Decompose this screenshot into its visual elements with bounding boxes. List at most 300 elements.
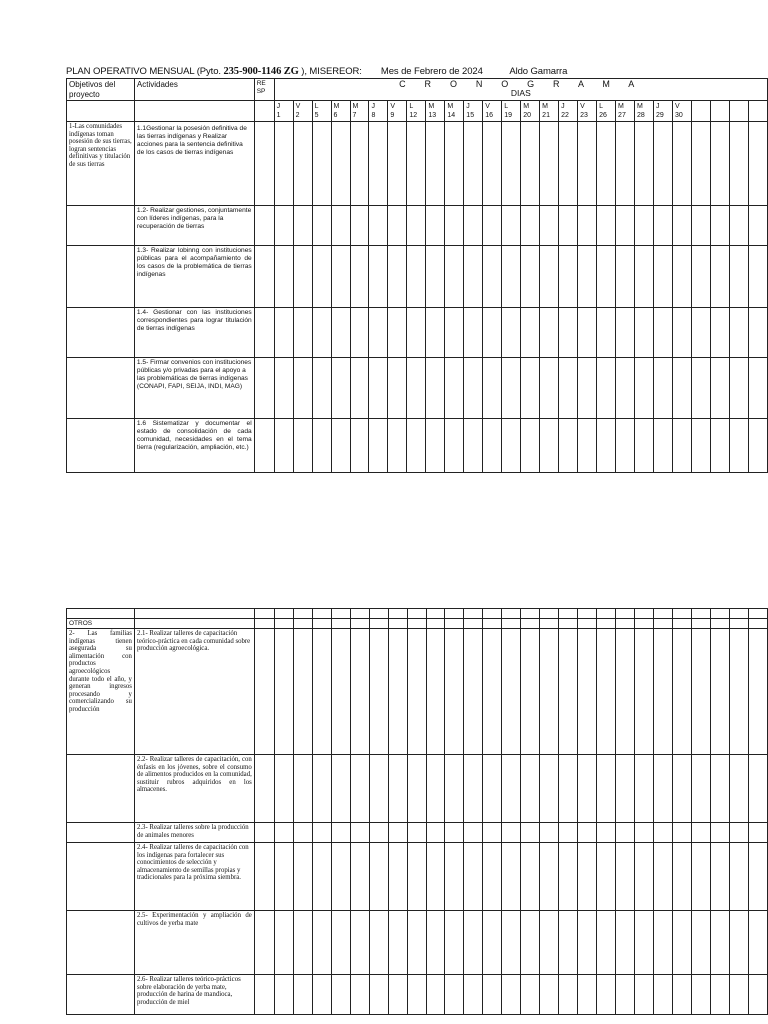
day-number: 23 bbox=[580, 112, 588, 119]
schedule-cell bbox=[653, 246, 672, 308]
schedule-cell bbox=[388, 911, 407, 975]
schedule-cell bbox=[407, 609, 426, 619]
schedule-cell bbox=[502, 619, 521, 629]
schedule-cell bbox=[673, 823, 692, 843]
day-letter: L bbox=[409, 103, 414, 110]
day-number: 5 bbox=[314, 112, 319, 119]
schedule-cell bbox=[350, 619, 369, 629]
day-number: 14 bbox=[447, 112, 456, 119]
schedule-cell bbox=[331, 308, 350, 358]
schedule-cell bbox=[521, 975, 540, 1015]
schedule-cell bbox=[388, 308, 407, 358]
schedule-cell bbox=[748, 419, 767, 473]
schedule-cell bbox=[388, 619, 407, 629]
schedule-cell bbox=[312, 823, 331, 843]
day-header-19 bbox=[616, 101, 635, 122]
schedule-cell bbox=[274, 358, 293, 419]
schedule-cell bbox=[711, 609, 730, 619]
schedule-cell bbox=[710, 358, 729, 419]
day-header-18 bbox=[597, 101, 616, 122]
day-letter: L bbox=[504, 103, 509, 110]
schedule-cell bbox=[559, 755, 578, 823]
schedule-cell bbox=[711, 619, 730, 629]
schedule-cell bbox=[616, 246, 635, 308]
schedule-cell bbox=[654, 911, 673, 975]
schedule-cell bbox=[464, 419, 483, 473]
schedule-cell bbox=[312, 308, 331, 358]
day-letter: M bbox=[352, 103, 359, 110]
schedule-cell bbox=[312, 629, 331, 755]
schedule-cell bbox=[445, 823, 464, 843]
schedule-cell bbox=[616, 823, 635, 843]
schedule-cell bbox=[578, 619, 597, 629]
schedule-cell bbox=[426, 755, 445, 823]
col-header-objetivos: Objetivos del proyecto bbox=[67, 79, 135, 101]
schedule-cell bbox=[274, 246, 293, 308]
schedule-cell bbox=[540, 358, 559, 419]
schedule-cell bbox=[388, 755, 407, 823]
schedule-cell bbox=[331, 419, 350, 473]
schedule-cell bbox=[654, 823, 673, 843]
schedule-cell bbox=[426, 619, 445, 629]
schedule-cell bbox=[293, 975, 312, 1015]
schedule-cell bbox=[407, 911, 426, 975]
schedule-cell bbox=[597, 358, 616, 419]
schedule-cell bbox=[691, 358, 710, 419]
schedule-cell bbox=[483, 755, 502, 823]
schedule-cell bbox=[445, 206, 464, 246]
schedule-cell bbox=[502, 308, 521, 358]
schedule-cell bbox=[502, 911, 521, 975]
schedule-cell bbox=[388, 206, 407, 246]
schedule-cell bbox=[692, 843, 711, 911]
day-header-24 bbox=[710, 101, 729, 122]
day-letter: V bbox=[674, 103, 680, 110]
schedule-cell bbox=[426, 823, 445, 843]
day-number: 20 bbox=[523, 112, 531, 119]
schedule-cell bbox=[521, 755, 540, 823]
schedule-cell bbox=[635, 843, 654, 911]
day-number: 1 bbox=[276, 112, 281, 119]
schedule-cell bbox=[369, 843, 388, 911]
activity-2-1: 2.1- Realizar talleres de capacitación teórico-práctica en cada comunidad sobre producción agroecológica. bbox=[134, 629, 254, 755]
schedule-table-1 bbox=[66, 78, 768, 473]
schedule-cell bbox=[293, 843, 312, 911]
day-letter: J bbox=[276, 103, 281, 110]
schedule-cell bbox=[274, 419, 293, 473]
col-header-actividades: Actividades bbox=[134, 79, 254, 101]
schedule-cell bbox=[331, 609, 350, 619]
schedule-cell bbox=[274, 122, 293, 206]
day-header-3 bbox=[312, 101, 331, 122]
schedule-cell bbox=[559, 975, 578, 1015]
day-header-9 bbox=[426, 101, 445, 122]
schedule-cell bbox=[464, 755, 483, 823]
schedule-cell bbox=[502, 975, 521, 1015]
schedule-cell bbox=[274, 911, 293, 975]
schedule-cell bbox=[350, 975, 369, 1015]
day-header-14 bbox=[521, 101, 540, 122]
schedule-cell bbox=[653, 122, 672, 206]
schedule-cell bbox=[407, 122, 426, 206]
schedule-cell bbox=[445, 246, 464, 308]
schedule-cell bbox=[350, 843, 369, 911]
schedule-cell bbox=[578, 629, 597, 755]
schedule-cell bbox=[748, 308, 767, 358]
schedule-cell bbox=[388, 609, 407, 619]
schedule-cell bbox=[483, 823, 502, 843]
activity-1-3: 1.3- Realizar lobinng con instituciones públicas para el acompañamiento de los casos de la problemática de tierras indígenas bbox=[134, 246, 254, 308]
schedule-cell bbox=[559, 308, 578, 358]
schedule-cell bbox=[673, 843, 692, 911]
schedule-cell bbox=[559, 823, 578, 843]
schedule-cell bbox=[483, 122, 502, 206]
empty-cell bbox=[67, 206, 135, 246]
schedule-cell bbox=[464, 823, 483, 843]
activity-2-4: 2.4- Realizar talleres de capacitación con los indígenas para fortalecer sus conocimientos de selección y almacenamiento de semillas propias y tradicionales para la próxima siembra. bbox=[134, 843, 254, 911]
schedule-cell bbox=[578, 755, 597, 823]
schedule-cell bbox=[635, 619, 654, 629]
schedule-cell bbox=[388, 629, 407, 755]
schedule-cell bbox=[369, 419, 388, 473]
schedule-cell bbox=[331, 629, 350, 755]
resp-cell bbox=[254, 308, 274, 358]
schedule-cell bbox=[274, 629, 293, 755]
schedule-cell bbox=[388, 246, 407, 308]
schedule-cell bbox=[616, 308, 635, 358]
schedule-cell bbox=[369, 246, 388, 308]
resp-cell bbox=[254, 122, 274, 206]
schedule-cell bbox=[616, 843, 635, 911]
header-suffix: ), MISEREOR: bbox=[301, 66, 362, 77]
schedule-cell bbox=[653, 206, 672, 246]
schedule-cell bbox=[672, 246, 691, 308]
schedule-cell bbox=[274, 206, 293, 246]
schedule-cell bbox=[616, 911, 635, 975]
schedule-cell bbox=[597, 911, 616, 975]
schedule-cell bbox=[369, 308, 388, 358]
schedule-cell bbox=[293, 246, 312, 308]
day-letter: V bbox=[580, 103, 585, 110]
schedule-cell bbox=[635, 246, 654, 308]
schedule-cell bbox=[654, 629, 673, 755]
schedule-cell bbox=[710, 308, 729, 358]
schedule-cell bbox=[711, 843, 730, 911]
day-letter: J bbox=[371, 103, 375, 110]
schedule-cell bbox=[597, 308, 616, 358]
day-header-2 bbox=[293, 101, 312, 122]
schedule-cell bbox=[293, 358, 312, 419]
schedule-cell bbox=[710, 419, 729, 473]
day-header-25 bbox=[729, 101, 748, 122]
schedule-cell bbox=[464, 206, 483, 246]
schedule-cell bbox=[521, 609, 540, 619]
activity-2-5: 2.5- Experimentación y ampliación de cultivos de yerba mate bbox=[134, 911, 254, 975]
schedule-cell bbox=[407, 629, 426, 755]
empty-cell bbox=[67, 823, 135, 843]
schedule-cell bbox=[597, 122, 616, 206]
day-number: 26 bbox=[599, 112, 607, 119]
schedule-cell bbox=[350, 609, 369, 619]
schedule-cell bbox=[748, 619, 767, 629]
resp-cell bbox=[254, 629, 274, 755]
schedule-cell bbox=[635, 122, 654, 206]
schedule-cell bbox=[502, 246, 521, 308]
schedule-cell bbox=[578, 843, 597, 911]
schedule-cell bbox=[540, 755, 559, 823]
schedule-cell bbox=[521, 206, 540, 246]
schedule-cell bbox=[748, 843, 767, 911]
schedule-cell bbox=[692, 609, 711, 619]
schedule-cell bbox=[464, 911, 483, 975]
activity-1-6: 1.6 Sistematizar y documentar el estado de consolidación de cada comunidad, necesidades en el tema tierra (regularización, ampliación, etc.) bbox=[134, 419, 254, 473]
schedule-cell bbox=[729, 308, 748, 358]
day-header-23 bbox=[691, 101, 710, 122]
empty-cell bbox=[67, 975, 135, 1015]
schedule-cell bbox=[426, 975, 445, 1015]
schedule-cell bbox=[691, 206, 710, 246]
resp-cell bbox=[254, 755, 274, 823]
schedule-cell bbox=[293, 419, 312, 473]
schedule-cell bbox=[331, 206, 350, 246]
schedule-cell bbox=[540, 629, 559, 755]
schedule-cell bbox=[711, 823, 730, 843]
schedule-cell bbox=[331, 975, 350, 1015]
schedule-cell bbox=[540, 419, 559, 473]
schedule-cell bbox=[730, 823, 749, 843]
schedule-cell bbox=[559, 609, 578, 619]
schedule-cell bbox=[559, 619, 578, 629]
schedule-cell bbox=[730, 843, 749, 911]
schedule-cell bbox=[692, 823, 711, 843]
schedule-cell bbox=[653, 308, 672, 358]
schedule-cell bbox=[407, 975, 426, 1015]
schedule-cell bbox=[711, 629, 730, 755]
schedule-cell bbox=[597, 755, 616, 823]
schedule-cell bbox=[616, 975, 635, 1015]
resp-cell bbox=[254, 911, 274, 975]
schedule-cell bbox=[578, 609, 597, 619]
schedule-cell bbox=[407, 419, 426, 473]
schedule-cell bbox=[540, 843, 559, 911]
day-letter: M bbox=[447, 103, 454, 110]
col-header-resp: RE SP bbox=[254, 79, 274, 101]
empty-cell bbox=[254, 609, 274, 619]
day-header-11 bbox=[464, 101, 483, 122]
schedule-cell bbox=[748, 609, 767, 619]
day-number: 7 bbox=[352, 112, 357, 119]
schedule-cell bbox=[331, 619, 350, 629]
schedule-cell bbox=[350, 629, 369, 755]
schedule-table-2 bbox=[66, 608, 768, 1015]
schedule-cell bbox=[635, 358, 654, 419]
schedule-cell bbox=[616, 206, 635, 246]
schedule-cell bbox=[730, 975, 749, 1015]
schedule-cell bbox=[407, 843, 426, 911]
empty-cell bbox=[67, 358, 135, 419]
day-number: 30 bbox=[674, 112, 683, 119]
schedule-cell bbox=[426, 246, 445, 308]
schedule-cell bbox=[597, 629, 616, 755]
schedule-cell bbox=[653, 419, 672, 473]
schedule-cell bbox=[464, 843, 483, 911]
schedule-cell bbox=[331, 122, 350, 206]
day-header-20 bbox=[635, 101, 654, 122]
schedule-cell bbox=[616, 358, 635, 419]
empty-cell bbox=[67, 609, 135, 619]
schedule-cell bbox=[521, 419, 540, 473]
day-header-21 bbox=[653, 101, 672, 122]
schedule-cell bbox=[312, 843, 331, 911]
empty-cell bbox=[254, 619, 274, 629]
schedule-cell bbox=[312, 206, 331, 246]
schedule-cell bbox=[673, 755, 692, 823]
day-letter: L bbox=[314, 103, 319, 110]
schedule-cell bbox=[293, 308, 312, 358]
day-number: 27 bbox=[618, 112, 626, 119]
schedule-cell bbox=[729, 122, 748, 206]
schedule-cell bbox=[711, 975, 730, 1015]
schedule-cell bbox=[331, 843, 350, 911]
day-header-15 bbox=[540, 101, 559, 122]
day-header-6 bbox=[369, 101, 388, 122]
schedule-cell bbox=[540, 911, 559, 975]
schedule-cell bbox=[540, 619, 559, 629]
schedule-cell bbox=[407, 246, 426, 308]
day-header-12 bbox=[483, 101, 502, 122]
schedule-cell bbox=[369, 911, 388, 975]
activity-2-6: 2.6- Realizar talleres teórico-prácticos sobre elaboración de yerba mate, producción de harina de mandioca, producción de miel bbox=[134, 975, 254, 1015]
empty-cell bbox=[67, 911, 135, 975]
schedule-cell bbox=[407, 308, 426, 358]
schedule-cell bbox=[711, 755, 730, 823]
schedule-cell bbox=[445, 911, 464, 975]
schedule-cell bbox=[483, 619, 502, 629]
schedule-cell bbox=[274, 823, 293, 843]
schedule-cell bbox=[597, 843, 616, 911]
schedule-cell bbox=[710, 246, 729, 308]
schedule-cell bbox=[578, 823, 597, 843]
schedule-cell bbox=[521, 911, 540, 975]
schedule-cell bbox=[426, 629, 445, 755]
day-number: 19 bbox=[504, 112, 513, 119]
objective-1: 1-Las comunidades indígenas toman posesión de sus tierras, logran sentencias definitivas y titulación de sus tierras bbox=[67, 122, 135, 206]
day-number: 9 bbox=[390, 112, 395, 119]
resp-cell bbox=[254, 823, 274, 843]
schedule-cell bbox=[274, 308, 293, 358]
schedule-cell bbox=[445, 619, 464, 629]
empty-cell bbox=[134, 619, 254, 629]
schedule-cell bbox=[692, 619, 711, 629]
schedule-cell bbox=[464, 246, 483, 308]
schedule-cell bbox=[748, 975, 767, 1015]
schedule-cell bbox=[331, 358, 350, 419]
schedule-cell bbox=[691, 246, 710, 308]
schedule-cell bbox=[654, 843, 673, 911]
schedule-cell bbox=[445, 843, 464, 911]
schedule-cell bbox=[426, 843, 445, 911]
day-number: 28 bbox=[637, 112, 645, 119]
schedule-cell bbox=[540, 823, 559, 843]
schedule-cell bbox=[464, 975, 483, 1015]
schedule-cell bbox=[445, 609, 464, 619]
schedule-cell bbox=[730, 911, 749, 975]
schedule-cell bbox=[748, 629, 767, 755]
schedule-cell bbox=[483, 911, 502, 975]
schedule-cell bbox=[293, 823, 312, 843]
schedule-cell bbox=[445, 629, 464, 755]
schedule-cell bbox=[672, 419, 691, 473]
schedule-cell bbox=[521, 843, 540, 911]
schedule-cell bbox=[293, 619, 312, 629]
schedule-cell bbox=[483, 975, 502, 1015]
schedule-cell bbox=[540, 206, 559, 246]
schedule-cell bbox=[521, 619, 540, 629]
schedule-cell bbox=[426, 358, 445, 419]
schedule-cell bbox=[369, 619, 388, 629]
schedule-cell bbox=[616, 619, 635, 629]
schedule-cell bbox=[350, 755, 369, 823]
schedule-cell bbox=[483, 629, 502, 755]
schedule-cell bbox=[369, 755, 388, 823]
schedule-cell bbox=[578, 246, 597, 308]
day-header-22 bbox=[672, 101, 691, 122]
schedule-cell bbox=[312, 911, 331, 975]
schedule-cell bbox=[483, 843, 502, 911]
schedule-cell bbox=[673, 619, 692, 629]
schedule-cell bbox=[672, 206, 691, 246]
day-header-26 bbox=[748, 101, 767, 122]
schedule-cell bbox=[521, 308, 540, 358]
schedule-cell bbox=[388, 358, 407, 419]
empty-cell bbox=[67, 101, 135, 122]
day-number: 13 bbox=[428, 112, 437, 119]
header-prefix: PLAN OPERATIVO MENSUAL (Pyto. bbox=[66, 66, 221, 77]
schedule-cell bbox=[673, 609, 692, 619]
document-header bbox=[66, 66, 766, 77]
schedule-cell bbox=[597, 419, 616, 473]
schedule-cell bbox=[483, 419, 502, 473]
schedule-cell bbox=[710, 122, 729, 206]
schedule-cell bbox=[502, 823, 521, 843]
schedule-cell bbox=[350, 308, 369, 358]
schedule-cell bbox=[293, 122, 312, 206]
schedule-cell bbox=[635, 975, 654, 1015]
day-header-4 bbox=[331, 101, 350, 122]
schedule-cell bbox=[691, 122, 710, 206]
schedule-cell bbox=[426, 206, 445, 246]
schedule-cell bbox=[673, 911, 692, 975]
schedule-cell bbox=[729, 206, 748, 246]
schedule-cell bbox=[540, 609, 559, 619]
schedule-cell bbox=[445, 358, 464, 419]
schedule-cell bbox=[312, 609, 331, 619]
schedule-cell bbox=[540, 246, 559, 308]
schedule-cell bbox=[521, 823, 540, 843]
schedule-cell bbox=[293, 629, 312, 755]
day-letter: M bbox=[542, 103, 549, 110]
schedule-cell bbox=[331, 755, 350, 823]
schedule-cell bbox=[616, 755, 635, 823]
activity-1-4: 1.4- Gestionar con las instituciones correspondientes para lograr titulación de tierras indígenas bbox=[134, 308, 254, 358]
day-letter: L bbox=[599, 103, 603, 110]
empty-cell bbox=[134, 609, 254, 619]
schedule-cell bbox=[464, 308, 483, 358]
schedule-cell bbox=[293, 911, 312, 975]
schedule-cell bbox=[597, 975, 616, 1015]
schedule-cell bbox=[369, 206, 388, 246]
day-number: 8 bbox=[371, 112, 376, 119]
